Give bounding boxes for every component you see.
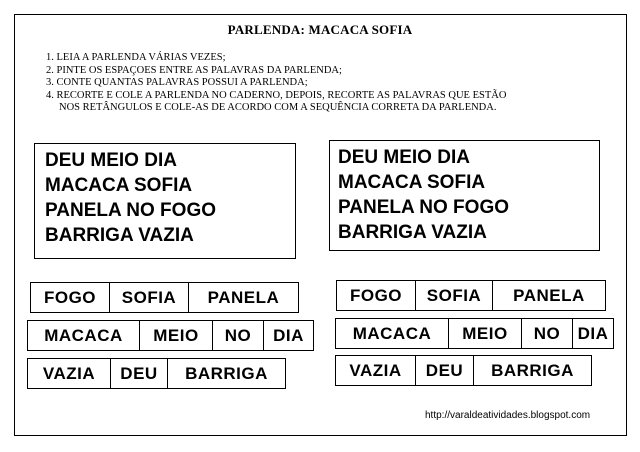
footer-url: http://varaldeatividades.blogspot.com (425, 410, 591, 421)
word-row (335, 355, 592, 386)
word-row (30, 282, 299, 313)
word-row (335, 318, 614, 349)
word-card[interactable]: MEIO (448, 318, 522, 349)
word-card[interactable]: FOGO (30, 282, 110, 313)
word-card[interactable]: DIA (572, 318, 614, 349)
word-card[interactable]: BARRIGA (167, 358, 286, 389)
word-card[interactable]: VAZIA (335, 355, 416, 386)
instructions-list (46, 52, 606, 115)
word-card[interactable]: PANELA (492, 280, 606, 311)
word-card[interactable]: MACACA (335, 318, 449, 349)
verse-box-left (34, 143, 296, 259)
instruction-item: 1. LEIA A PARLENDA VÁRIAS VEZES; (46, 52, 226, 63)
verse-line: BARRIGA VAZIA (45, 225, 194, 246)
instruction-item: 2. PINTE OS ESPAÇOES ENTRE AS PALAVRAS DA PARLENDA; (46, 64, 342, 76)
instruction-item: NOS RETÂNGULOS E COLE-AS DE ACORDO COM A SEQUÊNCIA CORRETA DA PARLENDA. (59, 102, 497, 113)
word-row (336, 280, 606, 311)
verse-line: MACACA SOFIA (338, 172, 486, 193)
word-card[interactable]: PANELA (188, 282, 299, 313)
word-card[interactable]: NO (521, 318, 573, 349)
word-card[interactable]: DEU (415, 355, 474, 386)
verse-box-right (329, 140, 600, 251)
verse-line: PANELA NO FOGO (338, 197, 509, 218)
word-card[interactable]: SOFIA (415, 280, 493, 311)
word-row (27, 358, 286, 389)
word-row (27, 320, 314, 351)
word-card[interactable]: MEIO (139, 320, 213, 351)
verse-line: DEU MEIO DIA (45, 150, 177, 171)
verse-line: PANELA NO FOGO (45, 200, 216, 221)
word-card[interactable]: VAZIA (27, 358, 111, 389)
word-card[interactable]: SOFIA (109, 282, 189, 313)
verse-line: DEU MEIO DIA (338, 147, 470, 168)
word-card[interactable]: MACACA (27, 320, 140, 351)
verse-line: BARRIGA VAZIA (338, 222, 487, 243)
verse-line: MACACA SOFIA (45, 175, 193, 196)
instruction-item: 3. CONTE QUANTAS PALAVRAS POSSUI A PARLENDA; (46, 77, 308, 88)
page-title: PARLENDA: MACACA SOFIA (227, 22, 413, 37)
word-card[interactable]: DEU (110, 358, 168, 389)
word-card[interactable]: NO (212, 320, 264, 351)
word-card[interactable]: DIA (263, 320, 314, 351)
word-card[interactable]: FOGO (336, 280, 416, 311)
instruction-item: 4. RECORTE E COLE A PARLENDA NO CADERNO, DEPOIS, RECORTE AS PALAVRAS QUE ESTÃO (46, 89, 507, 101)
word-card[interactable]: BARRIGA (473, 355, 592, 386)
